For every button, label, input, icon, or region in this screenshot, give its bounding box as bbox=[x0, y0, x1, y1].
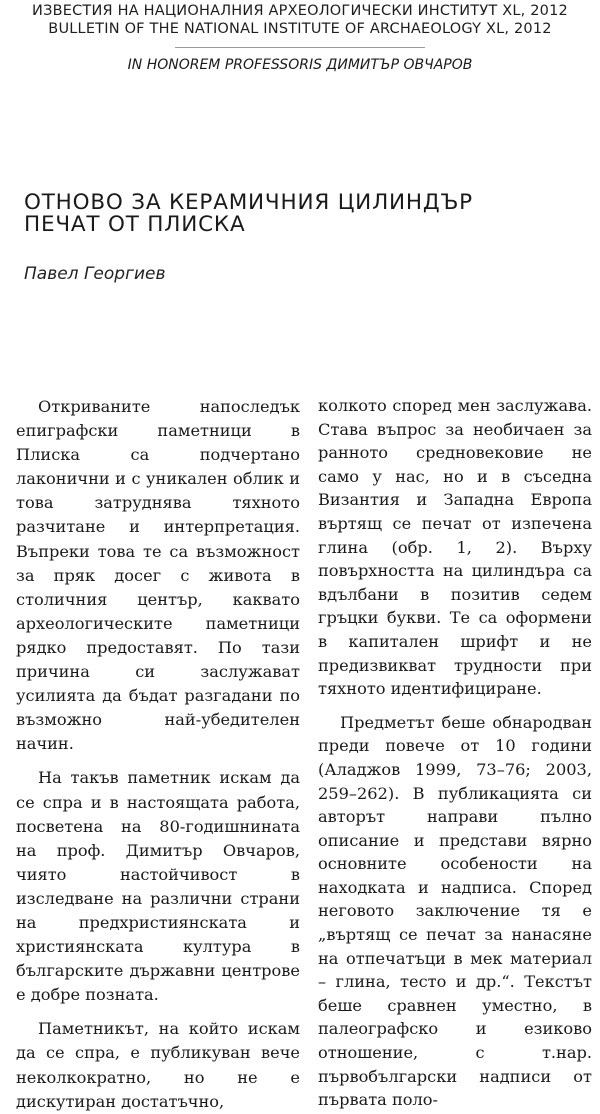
body-column-left bbox=[16, 395, 300, 1114]
article-title-line-1: ОТНОВО ЗА КЕРАМИЧНИЯ ЦИЛИНДЪР bbox=[24, 190, 473, 215]
honorem-dedication: IN HONOREM PROFESSORIS ДИМИТЪР ОВЧАРОВ bbox=[127, 57, 473, 73]
paragraph: На такъв паметник искам да се спра и в настоящата работа, посветена на 80-годишнината на проф. Димитър Овчаров, чиято настойчивост в изследване на различни страни на предхристиянската и християнската култура в българските държавни центрове е добре позната. bbox=[16, 768, 300, 1005]
paragraph: Паметникът, на който искам да се спра, е публикуван вече неколкократно, но не е дискутиран достатъчно, bbox=[16, 1019, 300, 1111]
running-header bbox=[0, 2, 600, 74]
paragraph: Предметът беше обнародван преди повече от 10 години (Аладжов 1999, 73–76; 2003, 259–262). В публикацията си авторът направи пълно описание и представи вярно основните особености на находката и надписа. Според неговото заключение тя е „въртящ се печат за нанасяне на отпечатъци в мек материал – глина, тесто и др.“. Текстът беше сравнен уместно, в палеографско и езиково отношение, с т.нар. първобългарски надписи от първата поло- bbox=[318, 712, 592, 1110]
body-column-right bbox=[318, 394, 592, 1112]
paragraph: колкото според мен заслужава. Става въпрос за необичаен за ранното средновековие не само у нас, но и в съседна Византия и Западна Европа въртящ се печат от изпечена глина (обр. 1, 2). Върху повърхността на цилиндъра са вдълбани в позитив седем гръцки букви. Те са оформени в капитален шрифт и не предизвикват трудности при тяхното идентифициране. bbox=[318, 396, 592, 699]
journal-title-bg: ИЗВЕСТИЯ НА НАЦИОНАЛНИЯ АРХЕОЛОГИЧЕСКИ ИНСТИТУТ XL, 2012 bbox=[32, 3, 568, 19]
article-author: Павел Георгиев bbox=[24, 264, 166, 284]
header-divider bbox=[175, 47, 425, 48]
article-title-line-2: ПЕЧАТ ОТ ПЛИСКА bbox=[24, 212, 246, 237]
paragraph: Откриваните напоследък епиграфски паметници в Плиска са подчертано лаконични и с уникален облик и това затруднява тяхното разчитане и интерпретация. Въпреки това те са възможност за пряк досег с живота в столичния център, каквато археологическите паметници рядко предоставят. По тази причина си заслужават усилията да бъдат разгадани по възможно най-убедителен начин. bbox=[16, 397, 300, 754]
journal-title-en: BULLETIN OF THE NATIONAL INSTITUTE OF ARCHAEOLOGY XL, 2012 bbox=[48, 21, 552, 37]
article-title bbox=[24, 192, 584, 236]
